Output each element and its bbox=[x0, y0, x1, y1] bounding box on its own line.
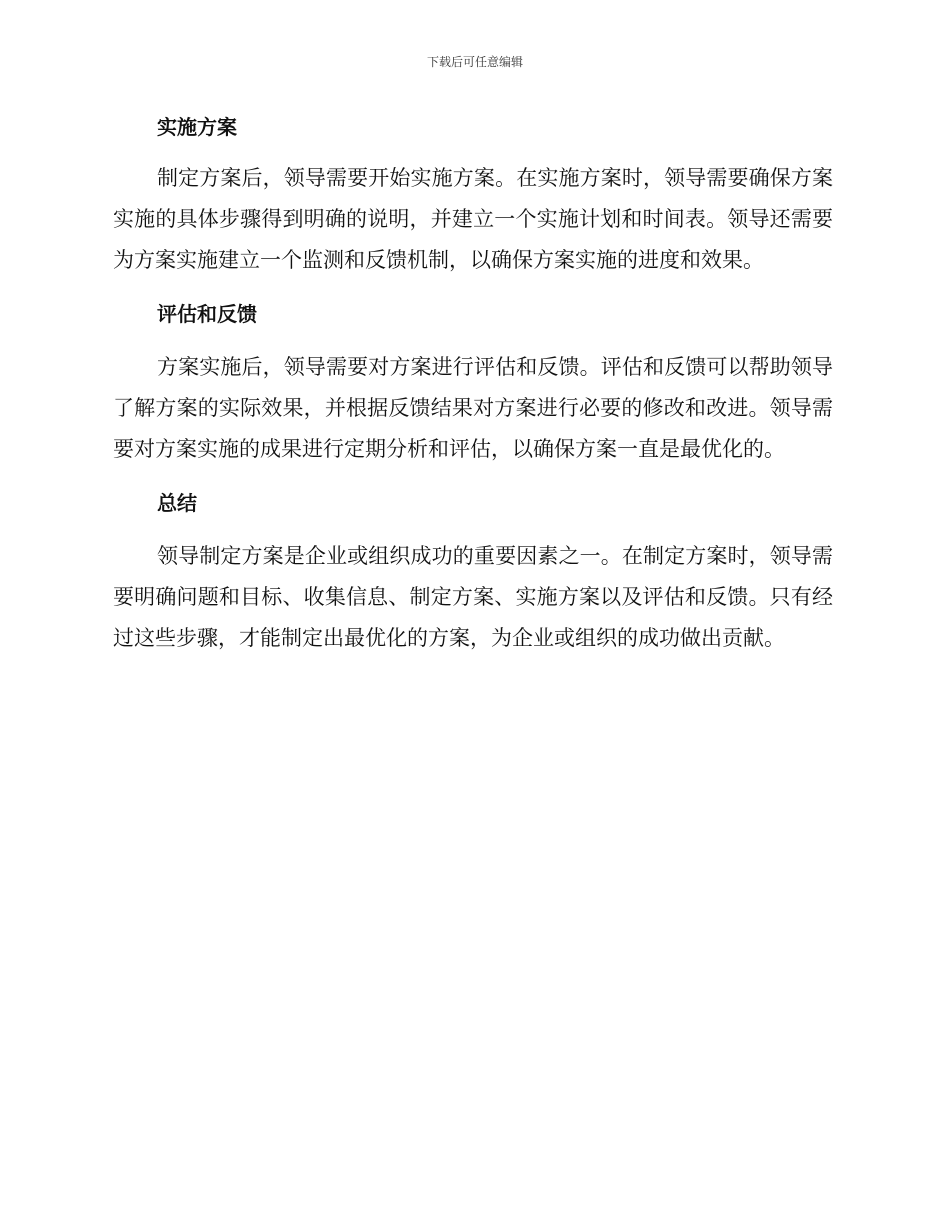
section-title-implementation: 实施方案 bbox=[157, 115, 237, 139]
section-paragraph-evaluation: 方案实施后，领导需要对方案进行评估和反馈。评估和反馈可以帮助领导了解方案的实际效果，并根据反馈结果对方案进行必要的修改和改进。领导需要对方案实施的成果进行定期分析和评估，以确保方案一直是最优化的。 bbox=[113, 355, 833, 461]
document-body bbox=[113, 106, 833, 659]
header-note: 下载后可任意编辑 bbox=[426, 55, 523, 69]
section-title-evaluation: 评估和反馈 bbox=[157, 302, 257, 326]
section-title-summary: 总结 bbox=[157, 491, 197, 515]
section-paragraph-implementation: 制定方案后，领导需要开始实施方案。在实施方案时，领导需要确保方案实施的具体步骤得到明确的说明，并建立一个实施计划和时间表。领导还需要为方案实施建立一个监测和反馈机制，以确保方案实施的进度和效果。 bbox=[113, 166, 833, 272]
section-paragraph-summary: 领导制定方案是企业或组织成功的重要因素之一。在制定方案时，领导需要明确问题和目标、收集信息、制定方案、实施方案以及评估和反馈。只有经过这些步骤，才能制定出最优化的方案，为企业或组织的成功做出贡献。 bbox=[113, 544, 833, 650]
